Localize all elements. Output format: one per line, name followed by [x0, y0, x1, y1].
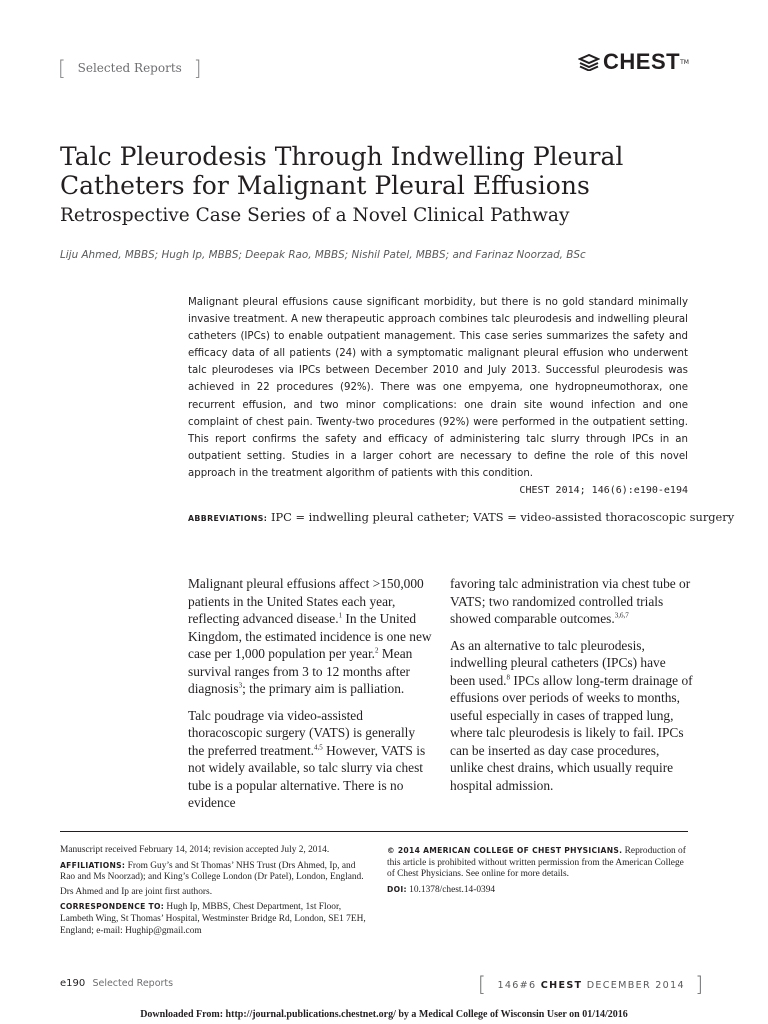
footnotes-right: [387, 845, 690, 899]
section-tag: [58, 56, 201, 80]
chest-logo: [578, 50, 689, 74]
journal-name: CHEST: [540, 980, 583, 991]
journal-issue-ref: [478, 972, 704, 996]
abbreviations: [188, 510, 735, 524]
joint-authors-note: Drs Ahmed and Ip are joint first authors.: [60, 886, 213, 897]
left-bracket: [: [58, 56, 66, 80]
body-paragraph-2-cont: favoring talc administration via chest tube or VATS; two randomized controlled trials showed comparable outcomes.$^{3,6,7}$: [450, 576, 691, 626]
abbreviations-text: IPC = indwelling pleural catheter; VATS = video-assisted thoracoscopic surgery: [270, 510, 735, 524]
copyright-notice: © 2014 AMERICAN COLLEGE OF CHEST PHYSICIANS. Reproduction of this article is prohibited without written permission from the American College of Chest Physicians. See online for more details.: [387, 846, 686, 880]
article-subtitle: Retrospective Case Series of a Novel Clinical Pathway: [60, 205, 570, 226]
download-notice: Downloaded From: http://journal.publications.chestnet.org/ by a Medical College of Wisconsin User on 01/14/2016: [140, 1009, 628, 1020]
author-list: Liju Ahmed, MBBS; Hugh Ip, MBBS; Deepak Rao, MBBS; Nishil Patel, MBBS; and Farinaz Noorzad, BSc: [60, 249, 586, 261]
right-bracket: ]: [695, 972, 705, 996]
article-title: Talc Pleurodesis Through Indwelling Pleural Catheters for Malignant Pleural Effusions: [60, 142, 624, 200]
issue-number: 146#6: [497, 980, 537, 991]
body-column-left: [188, 575, 432, 821]
chest-logo-trademark: TM: [680, 58, 689, 66]
right-bracket: ]: [193, 56, 202, 80]
footnotes-left: [60, 845, 370, 940]
affiliations: AFFILIATIONS: From Guy’s and St Thomas’ NHS Trust (Drs Ahmed, Ip, and Rao and Ms Noorzad); and King’s College London (Dr Patel), London, England.: [60, 860, 364, 883]
page-number: e190: [60, 978, 86, 989]
left-bracket: [: [478, 972, 488, 996]
page-footer-left: [60, 978, 173, 989]
body-column-right: [450, 575, 694, 803]
body-paragraph-1: Malignant pleural effusions affect >150,000 patients in the United States each year, reflecting advanced disease.$^1$ In the United Kingdom, the estimated incidence is one new case per 1,000 population per year.$^2$ Mean survival ranges from 3 to 12 months after diagnosis$^3$; the primary aim is palliation.: [188, 576, 432, 696]
body-paragraph-2: Talc poudrage via video-assisted thoracoscopic surgery (VATS) is generally the preferred treatment.$^{4,5}$ However, VATS is not widely available, so talc slurry via chest tube is a popular alternative. There is no evidence: [188, 707, 426, 810]
section-label: Selected Reports: [77, 61, 182, 75]
citation: CHEST 2014; 146(6):e190-e194: [519, 485, 688, 496]
chest-logo-text: CHEST: [603, 49, 681, 74]
doi: DOI: 10.1378/chest.14-0394: [387, 884, 496, 895]
issue-date: DECEMBER 2014: [586, 980, 685, 991]
footnote-divider: [60, 831, 688, 832]
abbreviations-label: ABBREVIATIONS:: [188, 514, 268, 523]
body-paragraph-3: As an alternative to talc pleurodesis, indwelling pleural catheters (IPCs) have been used.$^8$ IPCs allow long-term drainage of effusions over periods of weeks to months, useful especially in cases of trapped lung, where talc pleurodesis is likely to fail. IPCs can be inserted as day case procedures, unlike chest drains, which usually require hospital admission.: [450, 637, 693, 793]
manuscript-dates: Manuscript received February 14, 2014; revision accepted July 2, 2014.: [60, 845, 330, 855]
chest-logo-icon: [578, 53, 600, 71]
footer-section: Selected Reports: [92, 978, 174, 989]
correspondence: CORRESPONDENCE TO: Hugh Ip, MBBS, Chest Department, 1st Floor, Lambeth Wing, St Thomas’ Hospital, Westminster Bridge Rd, London, SE1 7EH, England; e-mail: Hughip@gmail.com: [60, 902, 366, 936]
abstract: Malignant pleural effusions cause significant morbidity, but there is no gold standard minimally invasive treatment. A new therapeutic approach combines talc pleurodesis and indwelling pleural catheters (IPCs) to enable outpatient management. This case series summarizes the safety and efficacy data of all patients (24) with a symptomatic malignant pleural effusion who underwent talc pleurodeses via IPCs between December 2010 and July 2013. Successful pleurodesis was achieved in 22 procedures (92%). There was one empyema, one hydropneumothorax, one recurrent effusion, and two minor complications: one drain site wound infection and one complaint of chest pain. Twenty-two procedures (92%) were performed in the outpatient setting. This report confirms the safety and efficacy of administering talc slurry through IPCs in an outpatient setting. Studies in a larger cohort are necessary to define the role of this novel approach in the treatment algorithm of patients with this condition.: [188, 297, 688, 479]
